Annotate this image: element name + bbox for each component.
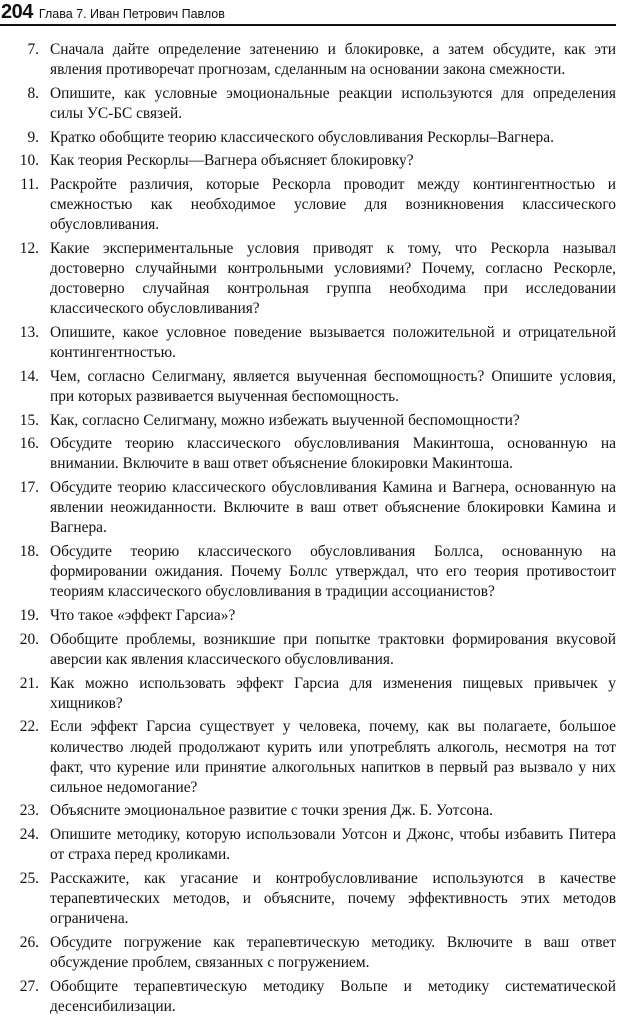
question-item [0,323,616,363]
question-text: Обсудите теорию классического обусловливания Камина и Вагнера, основанную на явлении неожиданности. Включите в ваш ответ объяснение блокировки Камина и Вагнера. [50,479,616,537]
question-text: Кратко обобщите теорию классического обусловливания Рескорлы–Вагнера. [50,128,554,146]
question-item [0,151,616,171]
question-text: Обсудите теорию классического обусловливания Макинтоша, основанную на внимании. Включите в ваш ответ объяснение блокировки Макинтоша. [50,435,616,473]
question-item [0,869,616,929]
question-text: Опишите, как условные эмоциональные реакции используются для определения силы УС-БС связей. [50,84,616,122]
question-item [0,128,616,148]
question-item [0,434,616,474]
question-text: Обобщите проблемы, возникшие при попытке трактовки формирования вкусовой аверсии как явления классического обусловливания. [50,630,616,668]
question-item [0,630,616,670]
question-item [0,977,616,1017]
question-number: 20. [19,630,39,648]
question-text: Объясните эмоциональное развитие с точки зрения Дж. Б. Уотсона. [50,802,494,820]
question-item [0,175,616,235]
question-number: 16. [19,435,39,453]
question-item [0,367,616,407]
question-number: 24. [19,826,39,844]
question-text: Обсудите погружение как терапевтическую методику. Включите в ваш ответ обсуждение проблем, связанных с погружением. [50,933,616,972]
question-number: 14. [19,367,39,385]
question-item [0,933,616,973]
question-item [0,40,616,80]
question-item [0,674,616,714]
question-number: 17. [19,479,39,497]
question-number: 15. [19,411,39,429]
question-number: 21. [19,674,39,692]
question-text: Как, согласно Селигману, можно избежать выученной беспомощности? [50,411,520,429]
question-text: Опишите, какое условное поведение вызывается положительной и отрицательной контингентностью. [50,324,616,362]
running-header [0,0,616,26]
review-questions-list [0,40,616,1021]
question-number: 7. [27,41,39,58]
question-item [0,478,616,538]
question-number: 27. [19,977,39,995]
question-item [0,825,616,865]
question-number: 26. [19,933,39,951]
question-number: 12. [19,239,39,257]
question-text: Если эффект Гарсиа существует у человека, почему, как вы полагаете, большое количество людей продолжают курить или употреблять алкоголь, несмотря на тот факт, что курение или принятие алкогольных напитков в первый раз вызвало у них сильное недомогание? [50,718,616,796]
question-item [0,606,616,626]
question-number: 8. [27,84,39,102]
question-text: Как теория Рескорлы—Вагнера объясняет блокировку? [50,152,414,170]
question-item [0,801,616,821]
question-number: 11. [20,175,39,193]
question-item [0,411,616,431]
question-text: Какие экспериментальные условия приводят к тому, что Рескорла называл достоверно случайными контрольными условиями? Почему, согласно Рескорле, достоверно случайная контрольная группа необходима при исследовании классического обусловливания? [50,239,616,318]
question-number: 13. [19,324,39,342]
question-text: Чем, согласно Селигману, является выученная беспомощность? Опишите условия, при которых развивается выученная беспомощность. [50,367,616,405]
question-number: 19. [19,607,39,625]
question-text: Расскажите, как угасание и контробусловливание используются в качестве терапевтических методов, и объясните, почему эффективность этих методов ограничена. [50,869,616,928]
question-item [0,542,616,602]
question-number: 25. [19,869,39,887]
question-number: 10. [19,152,39,170]
question-number: 22. [19,718,39,736]
question-item [0,239,616,320]
question-text: Как можно использовать эффект Гарсиа для изменения пищевых привычек у хищников? [50,674,616,712]
question-item [0,84,616,124]
question-number: 23. [19,802,39,820]
page-number: 204 [1,1,33,23]
question-text: Сначала дайте определение затенению и блокировке, а затем обсудите, как эти явления противоречат прогнозам, сделанным на основании закона смежности. [50,41,616,79]
question-text: Раскройте различия, которые Рескорла проводит между контингентностью и смежностью как необходимое условие для возникновения классического обусловливания. [50,175,616,234]
question-item [0,717,616,798]
question-text: Опишите методику, которую использовали Уотсон и Джонс, чтобы избавить Питера от страха перед кроликами. [50,826,616,864]
question-number: 18. [19,543,39,561]
question-text: Обсудите теорию классического обусловливания Боллса, основанную на формировании ожидания. Почему Боллс утверждал, что его теория противостоит теориям классического обусловливания в традиции ассоцианистов? [50,543,616,601]
chapter-title: Глава 7. Иван Петрович Павлов [38,7,225,21]
question-number: 9. [27,128,39,146]
question-text: Обобщите терапевтическую методику Вольпе и методику систематической десенсибилизации. [50,977,616,1015]
question-text: Что такое «эффект Гарсиа»? [50,607,236,625]
